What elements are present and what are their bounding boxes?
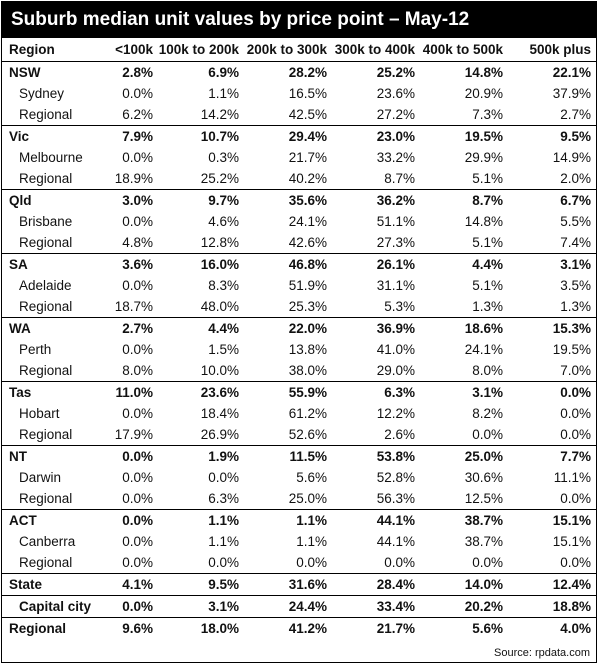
value-cell: 1.3% <box>560 299 591 314</box>
table-row <box>2 618 596 640</box>
value-cell: 15.1% <box>552 534 591 549</box>
value-cell: 2.6% <box>384 427 415 442</box>
value-cell: 2.0% <box>560 171 591 186</box>
value-cell: 3.6% <box>106 254 158 276</box>
value-cell: 25.2% <box>332 62 420 84</box>
value-cell: 0.0% <box>122 555 153 570</box>
row-label: Regional <box>19 363 73 378</box>
value-cell: 0.0% <box>560 555 591 570</box>
column-header-500k-plus: 500k plus <box>508 38 596 62</box>
value-cell: 2.7% <box>106 318 158 340</box>
value-cell: 41.2% <box>244 618 332 640</box>
row-label: State <box>2 574 106 596</box>
value-cell: 0.0% <box>296 555 327 570</box>
value-cell: 38.0% <box>288 363 327 378</box>
value-cell: 10.0% <box>200 363 239 378</box>
table-row <box>2 510 596 532</box>
value-cell: 61.2% <box>288 406 327 421</box>
value-cell: 23.6% <box>376 86 415 101</box>
value-cell: 6.7% <box>508 190 596 212</box>
value-cell: 3.1% <box>158 596 244 618</box>
table-row <box>2 62 596 84</box>
value-cell: 7.4% <box>560 235 591 250</box>
value-cell: 10.7% <box>158 126 244 148</box>
value-cell: 0.0% <box>472 555 503 570</box>
value-cell: 6.2% <box>122 107 153 122</box>
table-row <box>2 339 596 360</box>
value-cell: 27.2% <box>376 107 415 122</box>
value-cell: 17.9% <box>114 427 153 442</box>
value-cell: 22.0% <box>244 318 332 340</box>
value-cell: 7.9% <box>106 126 158 148</box>
row-label: Regional <box>19 235 73 250</box>
table-row <box>2 531 596 552</box>
value-cell: 0.0% <box>384 555 415 570</box>
row-label: Qld <box>2 190 106 212</box>
value-cell: 38.7% <box>464 534 503 549</box>
value-cell: 5.1% <box>472 171 503 186</box>
row-label: Capital city <box>2 596 106 618</box>
value-cell: 7.3% <box>472 107 503 122</box>
value-cell: 23.0% <box>332 126 420 148</box>
value-cell: 26.9% <box>200 427 239 442</box>
table-row <box>2 424 596 446</box>
value-cell: 0.0% <box>122 214 153 229</box>
value-cell: 4.4% <box>420 254 508 276</box>
value-cell: 9.7% <box>158 190 244 212</box>
row-label: ACT <box>2 510 106 532</box>
value-cell: 22.1% <box>508 62 596 84</box>
value-cell: 11.5% <box>244 446 332 468</box>
column-header-300k-400k: 300k to 400k <box>332 38 420 62</box>
table-row <box>2 232 596 254</box>
value-cell: 44.1% <box>332 510 420 532</box>
value-cell: 28.2% <box>244 62 332 84</box>
value-cell: 8.2% <box>472 406 503 421</box>
value-cell: 29.9% <box>464 150 503 165</box>
table-row <box>2 275 596 296</box>
value-cell: 8.0% <box>472 363 503 378</box>
row-label: Regional <box>19 555 73 570</box>
value-cell: 0.0% <box>122 406 153 421</box>
value-cell: 9.6% <box>106 618 158 640</box>
value-cell: 27.3% <box>376 235 415 250</box>
table-row <box>2 382 596 404</box>
row-label: Regional <box>19 299 73 314</box>
value-cell: 14.2% <box>200 107 239 122</box>
value-cell: 25.0% <box>288 491 327 506</box>
row-label: NT <box>2 446 106 468</box>
column-header-under-100k: <100k <box>106 38 158 62</box>
value-cell: 18.9% <box>114 171 153 186</box>
value-cell: 15.1% <box>508 510 596 532</box>
value-cell: 37.9% <box>552 86 591 101</box>
row-label: Regional <box>19 427 73 442</box>
table-row <box>2 446 596 468</box>
value-cell: 8.3% <box>208 278 239 293</box>
value-cell: 20.9% <box>464 86 503 101</box>
value-cell: 6.9% <box>158 62 244 84</box>
value-cell: 4.0% <box>508 618 596 640</box>
value-cell: 38.7% <box>420 510 508 532</box>
value-cell: 26.1% <box>332 254 420 276</box>
value-cell: 0.3% <box>208 150 239 165</box>
table-row <box>2 403 596 424</box>
value-cell: 3.1% <box>420 382 508 404</box>
table-row <box>2 254 596 276</box>
value-cell: 0.0% <box>122 278 153 293</box>
value-cell: 46.8% <box>244 254 332 276</box>
value-cell: 12.2% <box>376 406 415 421</box>
value-cell: 6.3% <box>332 382 420 404</box>
value-cell: 0.0% <box>106 596 158 618</box>
table-body <box>2 62 596 640</box>
value-cell: 5.1% <box>472 235 503 250</box>
value-cell: 8.7% <box>420 190 508 212</box>
value-cell: 0.0% <box>122 150 153 165</box>
value-cell: 0.0% <box>560 427 591 442</box>
value-cell: 48.0% <box>200 299 239 314</box>
row-label: Vic <box>2 126 106 148</box>
value-cell: 28.4% <box>332 574 420 596</box>
column-header-200k-300k: 200k to 300k <box>244 38 332 62</box>
row-label: Regional <box>2 618 106 640</box>
table-row <box>2 488 596 510</box>
value-cell: 51.1% <box>376 214 415 229</box>
value-cell: 52.6% <box>288 427 327 442</box>
value-cell: 16.0% <box>158 254 244 276</box>
column-header-region: Region <box>2 38 106 62</box>
row-label: NSW <box>2 62 106 84</box>
value-cell: 3.5% <box>560 278 591 293</box>
value-cell: 25.2% <box>200 171 239 186</box>
value-cell: 8.0% <box>122 363 153 378</box>
row-label: Adelaide <box>19 278 72 293</box>
source-note: Source: rpdata.com <box>494 647 590 659</box>
value-cell: 31.1% <box>376 278 415 293</box>
table-row <box>2 104 596 126</box>
value-cell: 1.3% <box>472 299 503 314</box>
value-cell: 12.4% <box>508 574 596 596</box>
value-cell: 5.1% <box>472 278 503 293</box>
value-cell: 18.6% <box>420 318 508 340</box>
value-cell: 51.9% <box>288 278 327 293</box>
value-cell: 19.5% <box>552 342 591 357</box>
value-cell: 2.8% <box>106 62 158 84</box>
value-cell: 0.0% <box>208 470 239 485</box>
table-row <box>2 596 596 618</box>
value-cell: 0.0% <box>508 382 596 404</box>
report-title: Suburb median unit values by price point – May-12 <box>2 2 596 38</box>
row-label: Regional <box>19 171 73 186</box>
value-cell: 3.1% <box>508 254 596 276</box>
value-cell: 14.8% <box>464 214 503 229</box>
value-cell: 0.0% <box>560 491 591 506</box>
value-cell: 13.8% <box>288 342 327 357</box>
value-cell: 12.5% <box>464 491 503 506</box>
row-label: Perth <box>19 342 52 357</box>
value-cell: 53.8% <box>332 446 420 468</box>
value-cell: 24.1% <box>288 214 327 229</box>
value-cell: 35.6% <box>244 190 332 212</box>
row-label: Regional <box>19 491 73 506</box>
value-cell: 56.3% <box>376 491 415 506</box>
value-cell: 23.6% <box>158 382 244 404</box>
row-label: Canberra <box>19 534 76 549</box>
value-cell: 14.9% <box>552 150 591 165</box>
report-frame <box>1 1 597 663</box>
table-row <box>2 147 596 168</box>
value-cell: 30.6% <box>464 470 503 485</box>
value-cell: 55.9% <box>244 382 332 404</box>
value-cell: 5.3% <box>384 299 415 314</box>
value-cell: 29.0% <box>376 363 415 378</box>
value-cell: 4.4% <box>158 318 244 340</box>
value-cell: 0.0% <box>472 427 503 442</box>
table-row <box>2 467 596 488</box>
value-cell: 18.0% <box>158 618 244 640</box>
row-label: Hobart <box>19 406 60 421</box>
table-row <box>2 83 596 104</box>
value-cell: 6.3% <box>208 491 239 506</box>
value-cell: 25.3% <box>288 299 327 314</box>
value-cell: 19.5% <box>420 126 508 148</box>
value-cell: 12.8% <box>200 235 239 250</box>
column-header-100k-200k: 100k to 200k <box>158 38 244 62</box>
row-label: WA <box>2 318 106 340</box>
value-cell: 52.8% <box>376 470 415 485</box>
value-cell: 25.0% <box>420 446 508 468</box>
row-label: Regional <box>19 107 73 122</box>
value-cell: 0.0% <box>122 342 153 357</box>
table-row <box>2 296 596 318</box>
table-header-row <box>2 38 596 62</box>
table-row <box>2 126 596 148</box>
table-row <box>2 574 596 596</box>
value-cell: 18.4% <box>200 406 239 421</box>
value-cell: 0.0% <box>122 491 153 506</box>
value-cell: 5.6% <box>420 618 508 640</box>
value-cell: 41.0% <box>376 342 415 357</box>
value-cell: 5.5% <box>560 214 591 229</box>
value-cell: 33.2% <box>376 150 415 165</box>
value-cell: 9.5% <box>158 574 244 596</box>
value-cell: 1.1% <box>158 510 244 532</box>
value-cell: 36.2% <box>332 190 420 212</box>
value-cell: 7.0% <box>560 363 591 378</box>
value-cell: 3.0% <box>106 190 158 212</box>
value-cell: 0.0% <box>122 534 153 549</box>
value-cell: 24.4% <box>244 596 332 618</box>
value-cell: 40.2% <box>288 171 327 186</box>
value-cell: 18.7% <box>114 299 153 314</box>
value-cell: 15.3% <box>508 318 596 340</box>
value-cell: 31.6% <box>244 574 332 596</box>
value-cell: 7.7% <box>508 446 596 468</box>
value-cell: 36.9% <box>332 318 420 340</box>
value-cell: 21.7% <box>332 618 420 640</box>
row-label: Tas <box>2 382 106 404</box>
value-cell: 0.0% <box>560 406 591 421</box>
table-row <box>2 211 596 232</box>
value-cell: 0.0% <box>106 446 158 468</box>
row-label: Darwin <box>19 470 62 485</box>
value-cell: 1.1% <box>208 534 239 549</box>
value-cell: 2.7% <box>560 107 591 122</box>
value-cell: 16.5% <box>288 86 327 101</box>
row-label: SA <box>2 254 106 276</box>
price-point-table <box>2 38 596 639</box>
value-cell: 33.4% <box>332 596 420 618</box>
value-cell: 11.1% <box>553 470 591 485</box>
value-cell: 24.1% <box>464 342 503 357</box>
table-row <box>2 360 596 382</box>
value-cell: 4.1% <box>106 574 158 596</box>
value-cell: 42.5% <box>288 107 327 122</box>
value-cell: 4.8% <box>122 235 153 250</box>
value-cell: 1.9% <box>158 446 244 468</box>
table-row <box>2 552 596 574</box>
column-header-400k-500k: 400k to 500k <box>420 38 508 62</box>
row-label: Brisbane <box>19 214 73 229</box>
value-cell: 1.1% <box>296 534 327 549</box>
value-cell: 1.1% <box>244 510 332 532</box>
value-cell: 21.7% <box>288 150 327 165</box>
value-cell: 29.4% <box>244 126 332 148</box>
value-cell: 0.0% <box>208 555 239 570</box>
value-cell: 4.6% <box>208 214 239 229</box>
value-cell: 44.1% <box>376 534 415 549</box>
table-row <box>2 168 596 190</box>
value-cell: 5.6% <box>296 470 327 485</box>
value-cell: 42.6% <box>288 235 327 250</box>
value-cell: 0.0% <box>122 86 153 101</box>
value-cell: 1.5% <box>208 342 239 357</box>
value-cell: 9.5% <box>508 126 596 148</box>
value-cell: 1.1% <box>208 86 239 101</box>
value-cell: 20.2% <box>420 596 508 618</box>
value-cell: 0.0% <box>106 510 158 532</box>
table-row <box>2 190 596 212</box>
value-cell: 11.0% <box>106 382 158 404</box>
value-cell: 8.7% <box>384 171 415 186</box>
table-row <box>2 318 596 340</box>
value-cell: 14.0% <box>420 574 508 596</box>
row-label: Sydney <box>19 86 65 101</box>
value-cell: 0.0% <box>122 470 153 485</box>
value-cell: 14.8% <box>420 62 508 84</box>
row-label: Melbourne <box>19 150 83 165</box>
value-cell: 18.8% <box>508 596 596 618</box>
